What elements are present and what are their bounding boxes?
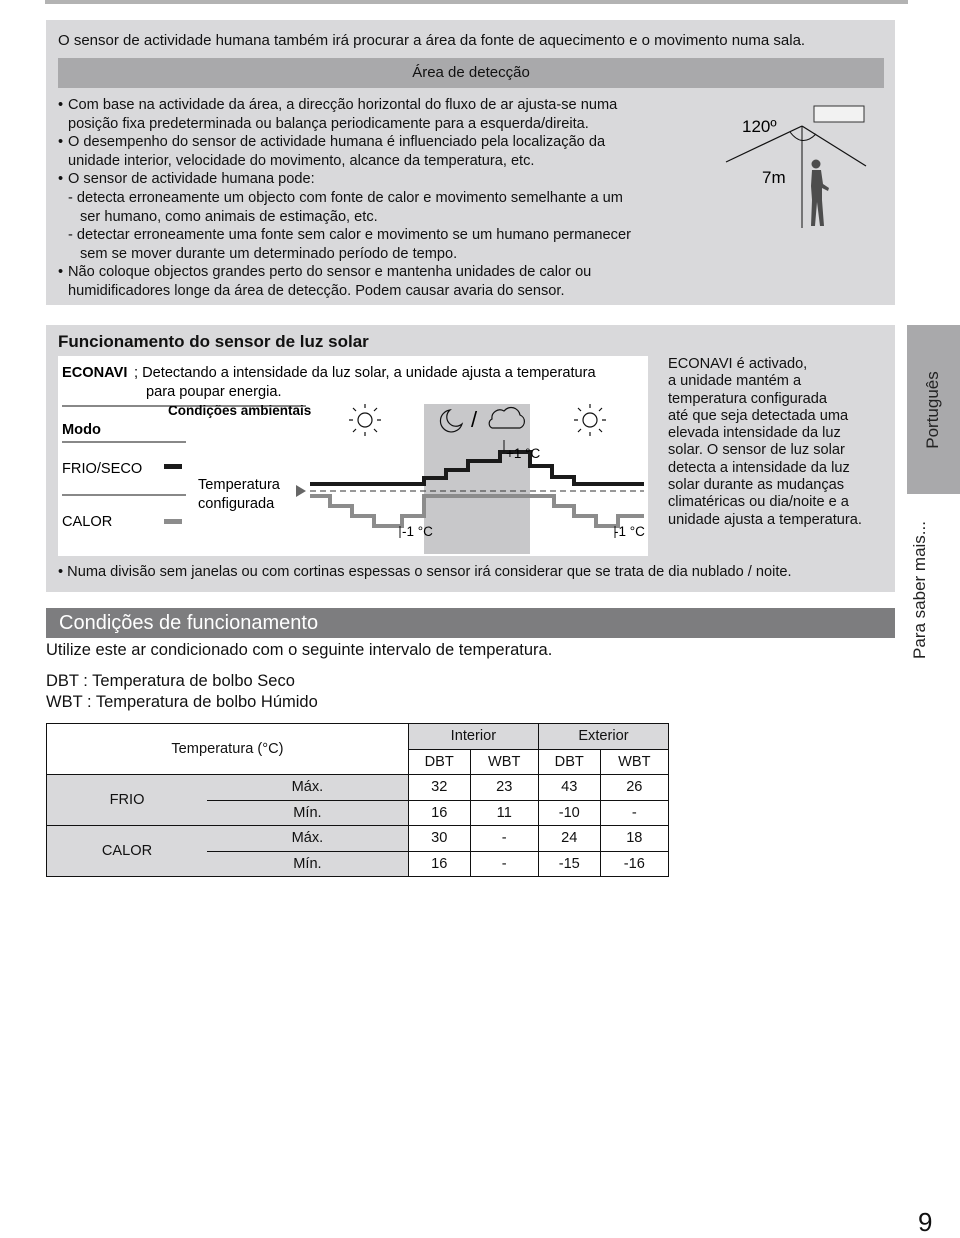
list-item: - detectar erroneamente uma fonte sem calor e movimento se um humano permanecer [68,227,631,244]
language-tab-label: Português [923,371,942,449]
slash-separator: / [471,407,478,432]
value-cell: - [600,800,668,826]
top-rule [45,0,908,4]
table-corner-header: Temperatura (°C) [47,724,409,775]
value-cell: 23 [470,775,538,801]
econavi-temperature-diagram [58,356,648,556]
value-cell: 16 [408,851,470,877]
page-number: 9 [918,1207,933,1237]
econavi-description-cont: para poupar energia. [146,384,282,400]
delta-plus-label: +1 °C [506,446,541,461]
list-item: ser humano, como animais de estimação, etc. [80,208,378,225]
value-cell: 43 [538,775,600,801]
value-cell: - [470,851,538,877]
note-line: detecta a intensidade da luz [668,459,850,476]
list-item: unidade interior, velocidade do movimento, alcance da temperatura, etc. [68,152,535,169]
list-item: • Com base na actividade da área, a direcção horizontal do fluxo de ar ajusta-se numa [58,97,618,113]
limit-cell: Mín. [207,851,408,877]
set-temperature-label-cont: configurada [198,496,275,512]
column-header: DBT [538,749,600,775]
list-item: sem se mover durante um determinado período de tempo. [80,245,458,262]
exterior-header: Exterior [538,724,668,750]
value-cell: -10 [538,800,600,826]
note-line: a unidade mantém a [668,373,802,390]
value-cell: 30 [408,826,470,852]
econavi-note [668,356,888,529]
mode-cell: CALOR [47,826,208,877]
table-row [47,826,669,852]
delta-minus-label: -1 °C [614,524,645,539]
value-cell: 26 [600,775,668,801]
mode-cell: FRIO [47,775,208,826]
limit-cell: Máx. [207,826,408,852]
note-line: unidade ajusta a temperatura. [668,511,862,528]
value-cell: 24 [538,826,600,852]
mode-label: Modo [62,422,101,438]
delta-minus-label: -1 °C [402,524,433,539]
detection-edge-right [802,126,866,166]
column-header: WBT [470,749,538,775]
value-cell: -16 [600,851,668,877]
value-cell: 32 [408,775,470,801]
detection-angle-diagram [716,96,888,236]
section-tab-label: Para saber mais... [910,521,929,659]
ambient-conditions-label: Condições ambientais [168,403,312,418]
list-item: - detecta erroneamente um objecto com fonte de calor e movimento semelhante a um [68,189,623,206]
sun-icon [574,404,606,436]
sun-sensor-title: Funcionamento do sensor de luz solar [58,332,369,351]
human-sensor-bullets [58,96,698,301]
angle-label: 120º [742,117,777,136]
distance-label: 7m [762,168,786,187]
value-cell: 11 [470,800,538,826]
frio-legend-swatch [164,464,182,469]
person-icon [811,160,829,227]
list-item: • O sensor de actividade humana pode: [58,171,315,188]
set-temperature-label: Temperatura [198,477,280,493]
dbt-definition: DBT : Temperatura de bolbo Seco [46,672,295,690]
econavi-description: ; Detectando a intensidade da luz solar, a unidade ajusta a temperatura [134,365,596,381]
calor-legend-swatch [164,519,182,524]
note-line: solar. O sensor de luz solar [668,442,845,459]
note-line: elevada intensidade da luz [668,425,841,442]
set-temperature-arrow [296,485,306,497]
list-item: posição fixa predeterminada ou balança periodicamente para a esquerda/direita. [68,115,589,132]
column-header: DBT [408,749,470,775]
windowless-room-note: • Numa divisão sem janelas ou com cortinas espessas o sensor irá considerar que se trata de dia nublado / noite. [58,564,792,580]
value-cell: 16 [408,800,470,826]
list-item: • Não coloque objectos grandes perto do sensor e mantenha unidades de calor ou [58,264,592,281]
note-line: até que seja detectada uma [668,407,849,424]
mode-calor: CALOR [62,514,113,530]
value-cell: - [470,826,538,852]
list-item: • O desempenho do sensor de actividade humana é influenciado pela localização da [58,134,606,151]
limit-cell: Máx. [207,775,408,801]
note-line: ECONAVI é activado, [668,356,808,372]
angle-arc [790,132,816,141]
note-line: temperatura configurada [668,390,828,407]
human-sensor-intro: O sensor de actividade humana também irá procurar a área da fonte de aquecimento e o movimento numa sala. [58,32,806,49]
abbreviations [46,671,318,713]
wbt-definition: WBT : Temperatura de bolbo Húmido [46,693,318,711]
table-row [47,724,669,750]
note-line: climatéricas ou dia/noite e a [668,494,849,511]
operating-conditions-title: Condições de funcionamento [46,608,895,638]
table-row [47,775,669,801]
sun-icon [349,404,381,436]
mode-frio-seco: FRIO/SECO [62,461,143,477]
interior-header: Interior [408,724,538,750]
indoor-unit-icon [814,106,864,122]
detection-area-header: Área de detecção [58,58,884,88]
list-item: humidificadores longe da área de detecção. Podem causar avaria do sensor. [68,282,565,299]
column-header: WBT [600,749,668,775]
econavi-label: ECONAVI [62,365,128,381]
value-cell: 18 [600,826,668,852]
limit-cell: Mín. [207,800,408,826]
operating-conditions-intro: Utilize este ar condicionado com o seguinte intervalo de temperatura. [46,641,553,659]
value-cell: -15 [538,851,600,877]
temperature-range-table [46,723,669,877]
note-line: solar durante as mudanças [668,477,845,494]
